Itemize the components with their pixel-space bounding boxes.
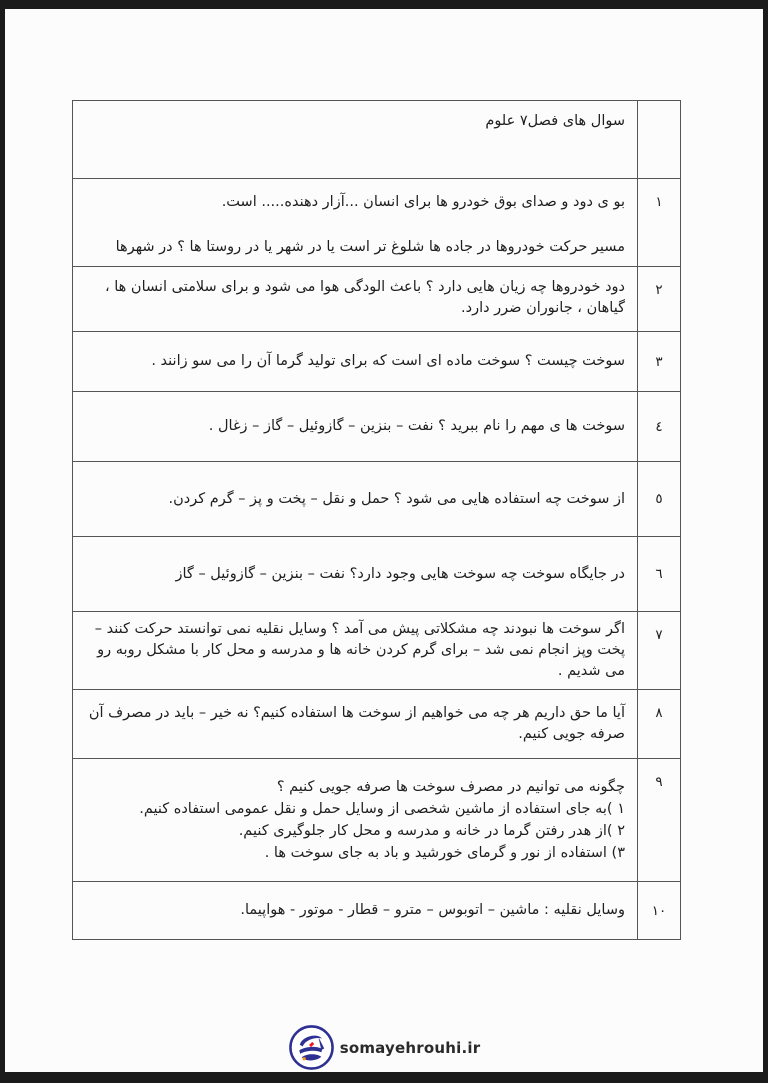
site-url-label: somayehrouhi.ir xyxy=(339,1038,481,1057)
question-text: دود خودروها چه زیان هایی دارد ؟ باعث الودگی هوا می شود و برای سلامتی انسان ها ، گیاهان ، جانوران ضرر دارد. xyxy=(104,279,625,316)
table-header-row xyxy=(73,101,680,178)
question-line: ۲ )از هدر رفتن گرما در خانه و مدرسه و محل کار جلوگیری کنیم. xyxy=(238,823,625,839)
table-row xyxy=(73,611,680,689)
table-row xyxy=(73,331,680,391)
question-number: ٦ xyxy=(637,537,680,611)
question-text: اگر سوخت ها نبودند چه مشکلاتی پیش می آمد ؟ وسایل نقلیه نمی توانستد حرکت کنند – پخت وپز انجام نمی شد – برای گرم کردن خانه ها و مدرسه و محل کار با مشکل روبه رو می شدیم . xyxy=(94,621,625,679)
question-text xyxy=(73,179,637,266)
table-row xyxy=(73,391,680,461)
table-row xyxy=(73,536,680,611)
question-text xyxy=(73,759,637,881)
question-number: ۹ xyxy=(637,759,680,881)
question-number: ۱ xyxy=(637,179,680,266)
question-line: مسیر حرکت خودروها در جاده ها شلوغ تر است یا در شهر یا در روستا ها ؟ در شهرها xyxy=(115,239,625,255)
question-number: ۳ xyxy=(637,332,680,391)
question-text: در جایگاه سوخت چه سوخت هایی وجود دارد؟ نفت – بنزین – گازوئیل – گاز xyxy=(175,565,625,582)
table-row xyxy=(73,689,680,758)
questions-table xyxy=(72,100,681,940)
question-number: ۸ xyxy=(637,690,680,758)
footer xyxy=(5,1024,763,1071)
question-text: آیا ما حق داریم هر چه می خواهیم از سوخت ها استفاده کنیم؟ نه خیر – باید در مصرف آن صرفه جویی کنیم. xyxy=(88,705,625,742)
question-text: وسایل نقلیه : ماشین – اتوبوس – مترو – قطار - موتور - هواپیما. xyxy=(240,902,625,918)
question-line: ۱ )به جای استفاده از ماشین شخصی از وسایل حمل و نقل عمومی استفاده کنیم. xyxy=(139,801,625,817)
question-line: بو ی دود و صدای بوق خودرو ها برای انسان ...آزار دهنده..... است. xyxy=(221,194,625,210)
table-row xyxy=(73,758,680,881)
question-text: سوخت ها ی مهم را نام ببرید ؟ نفت – بنزین – گازوئیل – گاز – زغال . xyxy=(208,418,625,434)
question-number: ٤ xyxy=(637,392,680,461)
worksheet-title: سوال های فصل۷ علوم xyxy=(485,113,625,129)
number-cell-empty xyxy=(637,101,680,178)
somayehrouhi-logo-icon xyxy=(288,1024,335,1071)
table-row xyxy=(73,266,680,331)
table-row xyxy=(73,178,680,266)
question-line: ۳) استفاده از نور و گرمای خورشید و باد به جای سوخت ها . xyxy=(264,845,625,861)
question-line: چگونه می توانیم در مصرف سوخت ها صرفه جویی کنیم ؟ xyxy=(276,779,625,795)
question-text: سوخت چیست ؟ سوخت ماده ای است که برای تولید گرما آن را می سو زانند . xyxy=(151,353,625,369)
table-row xyxy=(73,461,680,536)
question-number: ٥ xyxy=(637,462,680,536)
question-number: ۲ xyxy=(637,267,680,331)
table-row xyxy=(73,881,680,939)
question-number: ۷ xyxy=(637,612,680,689)
question-number: ۱۰ xyxy=(637,882,680,939)
question-text: از سوخت چه استفاده هایی می شود ؟ حمل و نقل – پخت و پز – گرم کردن. xyxy=(168,490,625,507)
worksheet-paper xyxy=(5,9,763,1072)
